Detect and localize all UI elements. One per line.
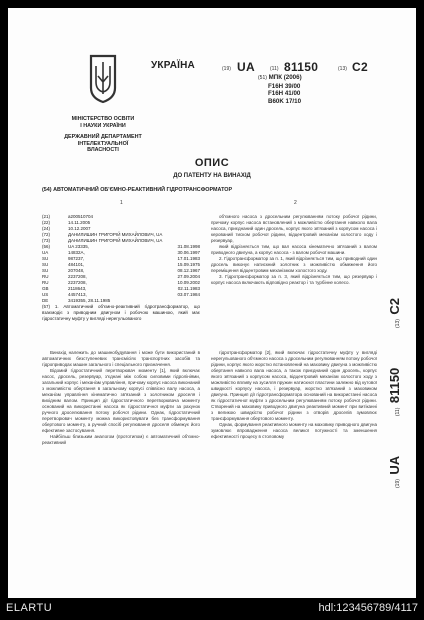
- biblio-date: 30.06.1997: [177, 250, 200, 255]
- ministry-block: [36, 116, 170, 154]
- document-subtitle: ДО ПАТЕНТУ НА ВИНАХІД: [173, 173, 251, 179]
- biblio-code: (72): [42, 232, 51, 237]
- paragraph: об'ємного насоса з дросельним регулюванням потоку робочої рідини, причому корпус насоса встановлений з можливістю обертання навколо вала насоса, приєднаний один дросель, корпус якого зв'язаний з корпусом насоса і керований тиском робочої рідини, відцентровий механізм холостого ходу і резервуар,: [211, 214, 377, 243]
- biblio-value: a200510704: [68, 214, 94, 219]
- paragraph: Відомий гідростатичний перетворювач моменту [1], який включає насос, дросель, резервуар, з'єднані між собою силовими гідролініями, загальний корпус і механізм управління, причому корпус насоса виконаний з можливістю обертання в загальному корпусі співвісно валу насоса, а механізм управління кінематично зв'язаний з золотником дроселя і вихідним валом. Принцип дії гідростатичного перетворювача моменту оснований на використанні насоса як гідростатичної муфти за рахунок ручного дроселювання потоку робочої рідини. Однак, гідростатичний перетворювач моменту можна використовувати без трансформування обертового моменту, а ручний спосіб регулювання дроселя обмежує його ефективне застосування.: [42, 368, 200, 433]
- biblio-date: 15.09.1975: [177, 262, 200, 267]
- description-right: [211, 350, 377, 440]
- paragraph: Найбільш близьким аналогом (прототипом) є автоматичний об'ємно-реактивний: [42, 434, 200, 445]
- department-line: ДЕРЖАВНИЙ ДЕПАРТАМЕНТ: [64, 134, 142, 141]
- paragraph: Винахід належить до машинобудування і може бути використаний в автоматичних безступеневих трансмісіях транспортних засобів та гідроприводах машин загального і спеціального призначення.: [42, 350, 200, 367]
- biblio-code: UA: [42, 250, 49, 255]
- biblio-date: 03.07.1984: [177, 292, 200, 297]
- footer-handle[interactable]: hdl:123456789/4117: [318, 602, 418, 614]
- biblio-code: RU: [42, 274, 49, 279]
- biblio-value: 3419355, 28.11.1985: [68, 298, 111, 303]
- claim-57: (57) 1. Автоматичний об'ємно-реактивний гідротрансформатор, що взаємодіє з приводним двигуном і робочою машиною, який має гідростатичну муфту у вигляді нерегульованого: [42, 304, 200, 321]
- biblio-code: US: [42, 292, 49, 297]
- side-kind: C2: [387, 298, 402, 315]
- ipc-code: B60K 17/10: [268, 97, 302, 105]
- kind-code: C2: [352, 60, 368, 74]
- biblio-value: 10.12.2007: [68, 226, 91, 231]
- ipc-block: [258, 74, 302, 105]
- paragraph: Однак, формування реактивного моменту на маховику приводного двигуна зумовлює впровадження насоса великої потужності та зменшення ефективності процесу в столовому: [211, 422, 377, 439]
- inid-11: (11): [270, 66, 279, 72]
- biblio-value: 2237208,: [68, 280, 87, 285]
- ministry-line: МІНІСТЕРСТВО ОСВІТИ: [71, 116, 135, 122]
- biblio-value: 987237,: [68, 256, 85, 261]
- department-line: ІНТЕЛЕКТУАЛЬНОЇ: [77, 140, 129, 147]
- biblio-date: 27.09.2004: [177, 274, 200, 279]
- ipc-code: F16H 41/00: [268, 90, 301, 98]
- ipc-code: F16H 39/00: [268, 82, 301, 90]
- bibliographic-data: [42, 214, 200, 322]
- country-code: UA: [237, 60, 255, 74]
- biblio-code: GB: [42, 286, 49, 291]
- biblio-code: DE: [42, 298, 49, 303]
- paragraph: 3. Гідротрансформатор за п. 3, який відрізняється тим, що резервуар і корпус насоса включають відповідно реактор і та турбінне колесо.: [211, 274, 377, 285]
- patent-number: 81150: [284, 60, 319, 74]
- patent-page: [8, 8, 416, 598]
- biblio-code: SU: [42, 262, 49, 267]
- biblio-value: UA 23335,: [68, 244, 90, 249]
- biblio-value: 207048,: [68, 268, 85, 273]
- biblio-date: 02.11.1983: [177, 286, 200, 291]
- biblio-value: 14.11.2005: [68, 220, 91, 225]
- biblio-date: 10.09.2002: [177, 280, 200, 285]
- country-name: УКРАЇНА: [151, 60, 195, 71]
- side-inid: (13): [395, 319, 401, 328]
- footer-repository: ELARTU: [6, 602, 53, 614]
- department-line: ВЛАСНОСТІ: [87, 147, 119, 154]
- coat-of-arms-icon: [88, 52, 118, 104]
- inid-13: (13): [338, 66, 347, 72]
- ipc-label: МПК (2006): [268, 74, 302, 81]
- inid-19: (19): [222, 66, 231, 72]
- paragraph: гідротрансформатор [2], який включає гідростатичну муфту у вигляді нерегульованого об'ємного насоса з дросельним регулюванням потоку робочої рідини, корпус якого жорстко встановлений на маховику двигуна з можливістю обертання навколо вала насоса, а також приєднаний один дросель, корпус якого зв'язаний з корпусом насоса, відцентровий механізм холостого ходу з можливістю впливу на зусилля пружин натискної пластини залежно від кутової швидкості корпусу насоса, і резервуар, жорстко зв'язаний з маховиком двигуна. Принцип дії гідротрансформатора оснований на використанні насоса як гідростатичної муфти з дросельним регулюванням потоку робочої рідини. Створений на маховику приводного двигуна реактивний момент при витіканні з великою швидкістю робочої рідини з отворів дроселів зумовлює трансформування обертового моменту.: [211, 350, 378, 421]
- column-number-right: 2: [294, 200, 297, 206]
- column-number-left: 1: [120, 200, 123, 206]
- biblio-value: 2237208,: [68, 274, 87, 279]
- biblio-date: 17.01.1983: [177, 256, 200, 261]
- biblio-code: SU: [42, 268, 49, 273]
- biblio-code: (21): [42, 214, 51, 219]
- inid-51: (51): [258, 75, 267, 81]
- biblio-code: (24): [42, 226, 51, 231]
- side-inid: (11): [395, 407, 401, 417]
- description-left: [42, 350, 200, 446]
- paragraph: 2. Гідротрансформатор за п. 1, який відрізняється тим, що приводний один дросель виконує натискний золотник з можливістю обмеження його переміщення відцентровим механізмом холостого ходу.: [211, 256, 377, 273]
- invention-title: (54) АВТОМАТИЧНИЙ ОБ'ЄМНО-РЕАКТИВНИЙ ГІДРОТРАНСФОРМАТОР: [42, 187, 233, 193]
- biblio-value: 484101,: [68, 262, 85, 267]
- biblio-value: 4457413,: [68, 292, 87, 297]
- ministry-line: І НАУКИ УКРАЇНИ: [80, 122, 126, 129]
- biblio-date: 31.08.1998: [177, 244, 200, 249]
- side-number: 81150: [387, 367, 402, 404]
- biblio-code: RU: [42, 280, 49, 285]
- side-inid: (19): [395, 479, 401, 488]
- biblio-code: (22): [42, 220, 51, 225]
- paragraph: який відрізняється тим, що вал насоса кінематично зв'язаний з валом приводного двигуна, а корпус насоса - з валом робочої машини.: [211, 244, 377, 255]
- document-title: ОПИС: [194, 157, 230, 169]
- biblio-code: (73): [42, 238, 51, 243]
- biblio-value: 2118643,: [68, 286, 87, 291]
- biblio-code: SU: [42, 256, 49, 261]
- biblio-value: ДАНИЛИШИН ГРИГОРІЙ МИХАЙЛОВИЧ, UA: [68, 232, 163, 237]
- side-country: UA: [387, 455, 402, 475]
- biblio-value: 14832A,: [68, 250, 85, 255]
- biblio-value: ДАНИЛИШИН ГРИГОРІЙ МИХАЙЛОВИЧ, UA: [68, 238, 163, 243]
- biblio-code: (56): [42, 244, 51, 249]
- vertical-patent-id: [386, 298, 416, 488]
- claims-continued: [211, 214, 377, 286]
- biblio-date: 08.12.1967: [177, 268, 200, 273]
